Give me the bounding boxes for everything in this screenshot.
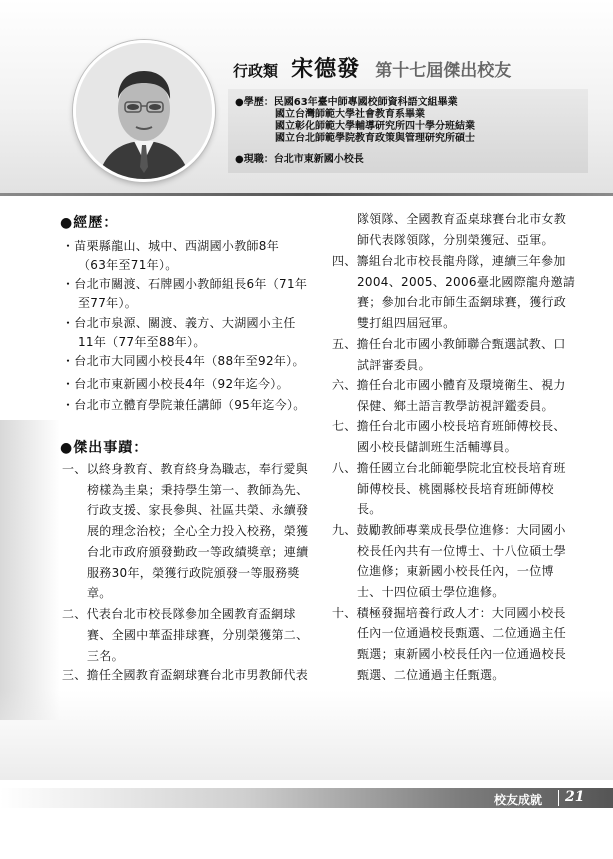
current-position-row xyxy=(235,154,364,166)
achievement-line: 八、擔任國立台北師範學院北宜校長培育班 xyxy=(332,461,566,475)
achievement-line: 賽；參加台北市師生盃網球賽，獲行政 xyxy=(357,295,567,309)
education-label: ●學歷： xyxy=(235,97,274,108)
header-divider xyxy=(0,193,613,196)
education-item: 國立彰化師範大學輔導研究所四十學分班結業 xyxy=(275,121,475,132)
achievement-line: 試評審委員。 xyxy=(357,358,431,372)
achievement-line: 隊領隊、全國教育盃桌球賽台北市女教 xyxy=(357,212,567,226)
achievement-line: 雙打組四屆冠軍。 xyxy=(357,316,456,330)
achievement-line: 七、擔任台北市國小校長培育班師傅校長、 xyxy=(332,419,566,433)
achievement-line: 國小校長儲訓班生活輔導員。 xyxy=(357,440,517,454)
portrait-photo xyxy=(73,40,215,182)
achievement-line: 二、代表台北市校長隊參加全國教育盃網球 xyxy=(62,607,296,621)
achievement-line: 六、擔任台北市國小體育及環境衛生、視力 xyxy=(332,378,566,392)
achievement-line: 賽、全國中華盃排球賽，分別榮獲第二、 xyxy=(87,628,309,642)
achievement-line: 甄選、二位通過主任甄選。 xyxy=(357,668,505,682)
education-row-1 xyxy=(235,97,458,109)
achievements-heading: ●傑出事蹟： xyxy=(60,440,149,456)
achievement-line: 五、擔任台北市國小教師聯合甄選試教、口 xyxy=(332,337,566,351)
award-title: 第十七屆傑出校友 xyxy=(375,61,512,81)
experience-line: ・苗栗縣龍山、城中、西湖國小教師8年 xyxy=(62,239,280,253)
category-label: 行政類 xyxy=(233,62,279,80)
experience-heading: ●經歷： xyxy=(60,215,119,231)
achievement-line: 校長任內共有一位博士、十八位碩士學 xyxy=(357,544,567,558)
achievement-line: 四、籌組台北市校長龍舟隊，連續三年參加 xyxy=(332,254,566,268)
achievement-line: 任內一位通過校長甄選、二位通過主任 xyxy=(357,626,567,640)
experience-line: ・台北市關渡、石牌國小教師組長6年（71年 xyxy=(62,277,308,291)
footer-section-label: 校友成就 xyxy=(494,793,543,807)
experience-line: ・台北市大同國小校長4年（88年至92年）。 xyxy=(62,354,305,368)
achievement-line: 甄選；東新國小校長任內一位通過校長 xyxy=(357,647,567,661)
experience-line: ・台北市泉源、關渡、義方、大湖國小主任 xyxy=(62,316,296,330)
education-item: 國立台北師範學院教育政策與管理研究所碩士 xyxy=(275,133,475,144)
achievement-line: 章。 xyxy=(87,586,112,600)
education-item: 民國63年臺中師專國校師資科語文組畢業 xyxy=(273,97,458,108)
footer-divider xyxy=(558,790,559,806)
achievement-line: 2004、2005、2006臺北國際龍舟邀請 xyxy=(357,275,576,289)
current-position-label: ●現職： xyxy=(235,154,274,165)
portrait-illustration xyxy=(76,43,212,179)
achievement-line: 十、積極發掘培養行政人才：大同國小校長 xyxy=(332,606,566,620)
background-decoration xyxy=(0,420,60,720)
experience-line: （63年至71年）。 xyxy=(78,258,178,272)
achievement-line: 展的理念治校；全心全力投入校務，榮獲 xyxy=(87,524,309,538)
achievement-line: 三、擔任全國教育盃網球賽台北市男教師代表 xyxy=(62,668,309,682)
achievement-line: 三名。 xyxy=(87,649,124,663)
achievement-line: 士、十四位碩士學位進修。 xyxy=(357,585,505,599)
achievement-line: 位進修；東新國小校長任內，一位博 xyxy=(357,564,554,578)
achievement-line: 服務30年，榮獲行政院頒發一等服務獎 xyxy=(87,566,300,580)
achievement-line: 保健、鄉土語言教學訪視評鑑委員。 xyxy=(357,399,554,413)
experience-line: ・台北市東新國小校長4年（92年迄今）。 xyxy=(62,377,289,391)
achievement-line: 台北市政府頒發勤政一等政績獎章；連續 xyxy=(87,545,309,559)
achievement-line: 九、鼓勵教師專業成長學位進修：大同國小 xyxy=(332,523,566,537)
person-name: 宋德發 xyxy=(291,57,361,82)
background-fade xyxy=(0,690,613,780)
achievement-line: 一、以終身教育、教育終身為職志，奉行愛與 xyxy=(62,462,309,476)
achievement-line: 行政支援、家長參與、社區共榮、永續發 xyxy=(87,503,309,517)
experience-line: 11年（77年至88年）。 xyxy=(78,335,206,349)
education-item: 國立台灣師範大學社會教育系畢業 xyxy=(275,109,425,120)
achievement-line: 師代表隊領隊，分別榮獲冠、亞軍。 xyxy=(357,233,554,247)
achievement-line: 師傅校長、桃園縣校長培育班師傅校 xyxy=(357,482,554,496)
current-position: 台北市東新國小校長 xyxy=(273,154,364,165)
page-number: 21 xyxy=(565,789,585,805)
experience-line: ・台北市立體育學院兼任講師（95年迄今）。 xyxy=(62,398,306,412)
experience-line: 至77年）。 xyxy=(78,296,138,310)
achievement-line: 榜樣為圭臬；秉持學生第一、教師為先、 xyxy=(87,483,309,497)
achievement-line: 長。 xyxy=(357,502,382,516)
profile-header xyxy=(233,52,511,83)
